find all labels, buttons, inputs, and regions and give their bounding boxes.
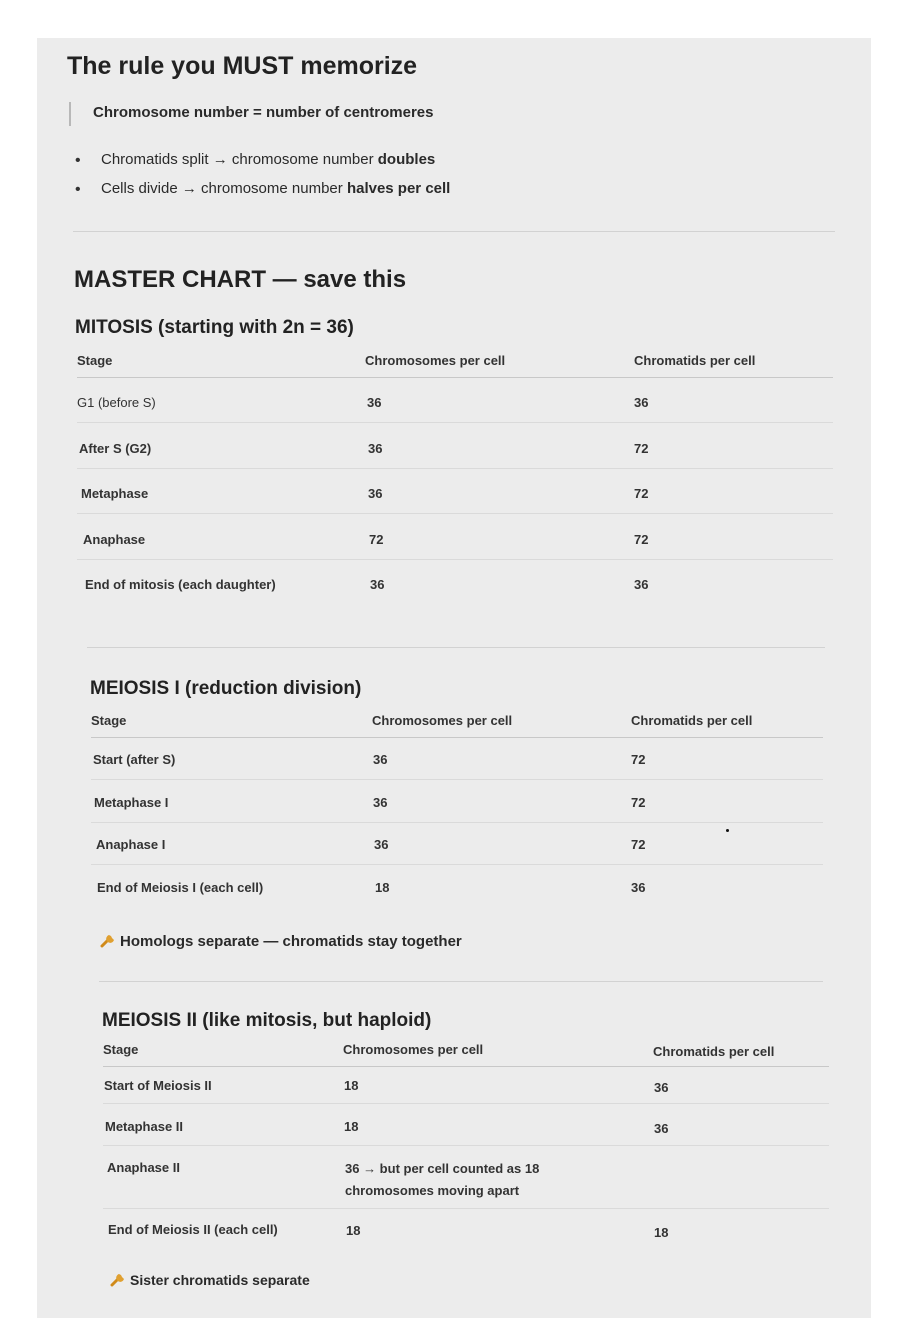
rule-quote: Chromosome number = number of centromeres	[93, 104, 434, 121]
meiosis1-row-1-chromosomes: 36	[373, 752, 388, 767]
meiosis2-row-3-stage: Anaphase II	[107, 1160, 180, 1175]
row-divider	[103, 1208, 829, 1209]
mitosis-header-chromatids: Chromatids per cell	[634, 353, 756, 368]
mitosis-row-3-stage: Metaphase	[81, 486, 149, 501]
meiosis2-note: Sister chromatids separate	[109, 1271, 310, 1288]
divider	[99, 981, 823, 982]
meiosis1-row-2-stage: Metaphase I	[94, 795, 169, 810]
mitosis-header-chromosomes: Chromosomes per cell	[365, 353, 506, 368]
mitosis-header-stage: Stage	[77, 353, 113, 368]
meiosis2-row-3-chromosomes-cont: chromosomes moving apart	[345, 1183, 520, 1198]
bullet-item-1: Chromatids split → chromosome number doubles	[101, 151, 436, 168]
row-divider	[91, 822, 823, 823]
mitosis-row-2-stage: After S (G2)	[79, 441, 152, 456]
meiosis2-row-1-chromosomes: 18	[344, 1078, 359, 1093]
row-divider	[103, 1103, 829, 1104]
row-divider	[77, 422, 833, 423]
row-divider	[77, 513, 833, 514]
document-page	[37, 38, 871, 1318]
meiosis2-row-2-stage: Metaphase II	[105, 1119, 184, 1134]
divider	[73, 231, 835, 232]
divider	[87, 647, 825, 648]
rule-title: The rule you MUST memorize	[67, 52, 418, 80]
meiosis2-header-rule	[103, 1066, 829, 1067]
bullet-marker: •	[75, 181, 81, 198]
mitosis-row-1-chromatids: 36	[634, 395, 649, 410]
meiosis2-row-2-chromatids: 36	[654, 1121, 669, 1136]
bullet-item-2: Cells divide → chromosome number halves per cell	[101, 180, 451, 197]
master-chart-title: MASTER CHART — save this	[74, 266, 407, 293]
mitosis-row-4-stage: Anaphase	[83, 532, 146, 547]
blockquote-bar	[69, 102, 71, 126]
meiosis1-title: MEIOSIS I (reduction division)	[90, 678, 362, 699]
row-divider	[77, 468, 833, 469]
meiosis1-header-chromosomes: Chromosomes per cell	[372, 713, 513, 728]
wrench-icon	[99, 932, 117, 948]
meiosis2-row-3-chromosomes: 36 → but per cell counted as 18	[345, 1161, 540, 1176]
meiosis1-header-chromatids: Chromatids per cell	[631, 713, 753, 728]
meiosis1-note: Homologs separate — chromatids stay together	[99, 932, 462, 950]
meiosis1-row-4-chromatids: 36	[631, 880, 646, 895]
row-divider	[91, 779, 823, 780]
meiosis1-row-4-chromosomes: 18	[375, 880, 390, 895]
meiosis2-title: MEIOSIS II (like mitosis, but haploid)	[102, 1010, 432, 1031]
mitosis-title: MITOSIS (starting with 2n = 36)	[75, 317, 354, 338]
meiosis1-row-1-stage: Start (after S)	[93, 752, 176, 767]
row-divider	[77, 559, 833, 560]
meiosis2-row-1-stage: Start of Meiosis II	[104, 1078, 212, 1093]
meiosis2-header-chromatids: Chromatids per cell	[653, 1044, 775, 1059]
mitosis-row-1-stage: G1 (before S)	[77, 395, 156, 410]
mitosis-row-5-stage: End of mitosis (each daughter)	[85, 577, 276, 592]
meiosis2-row-4-chromosomes: 18	[346, 1223, 361, 1238]
row-divider	[91, 864, 823, 865]
mitosis-row-5-chromosomes: 36	[370, 577, 385, 592]
mitosis-row-2-chromatids: 72	[634, 441, 649, 456]
mitosis-row-4-chromatids: 72	[634, 532, 649, 547]
meiosis1-row-3-chromosomes: 36	[374, 837, 389, 852]
meiosis2-row-4-stage: End of Meiosis II (each cell)	[108, 1222, 278, 1237]
meiosis2-row-2-chromosomes: 18	[344, 1119, 359, 1134]
meiosis1-row-3-stage: Anaphase I	[96, 837, 166, 852]
meiosis2-row-1-chromatids: 36	[654, 1080, 669, 1095]
stray-mark	[726, 829, 729, 832]
meiosis1-row-2-chromatids: 72	[631, 795, 646, 810]
mitosis-row-5-chromatids: 36	[634, 577, 649, 592]
meiosis1-row-1-chromatids: 72	[631, 752, 646, 767]
mitosis-row-3-chromosomes: 36	[368, 486, 383, 501]
meiosis1-header-rule	[91, 737, 823, 738]
meiosis1-row-2-chromosomes: 36	[373, 795, 388, 810]
meiosis2-row-4-chromatids: 18	[654, 1225, 669, 1240]
mitosis-row-2-chromosomes: 36	[368, 441, 383, 456]
meiosis1-header-stage: Stage	[91, 713, 127, 728]
row-divider	[103, 1145, 829, 1146]
mitosis-header-rule	[77, 377, 833, 378]
meiosis2-header-stage: Stage	[103, 1042, 139, 1057]
mitosis-row-1-chromosomes: 36	[367, 395, 382, 410]
meiosis1-row-4-stage: End of Meiosis I (each cell)	[97, 880, 264, 895]
meiosis2-header-chromosomes: Chromosomes per cell	[343, 1042, 484, 1057]
meiosis1-row-3-chromatids: 72	[631, 837, 646, 852]
mitosis-row-4-chromosomes: 72	[369, 532, 384, 547]
mitosis-row-3-chromatids: 72	[634, 486, 649, 501]
bullet-marker: •	[75, 152, 81, 169]
wrench-icon	[109, 1271, 127, 1287]
